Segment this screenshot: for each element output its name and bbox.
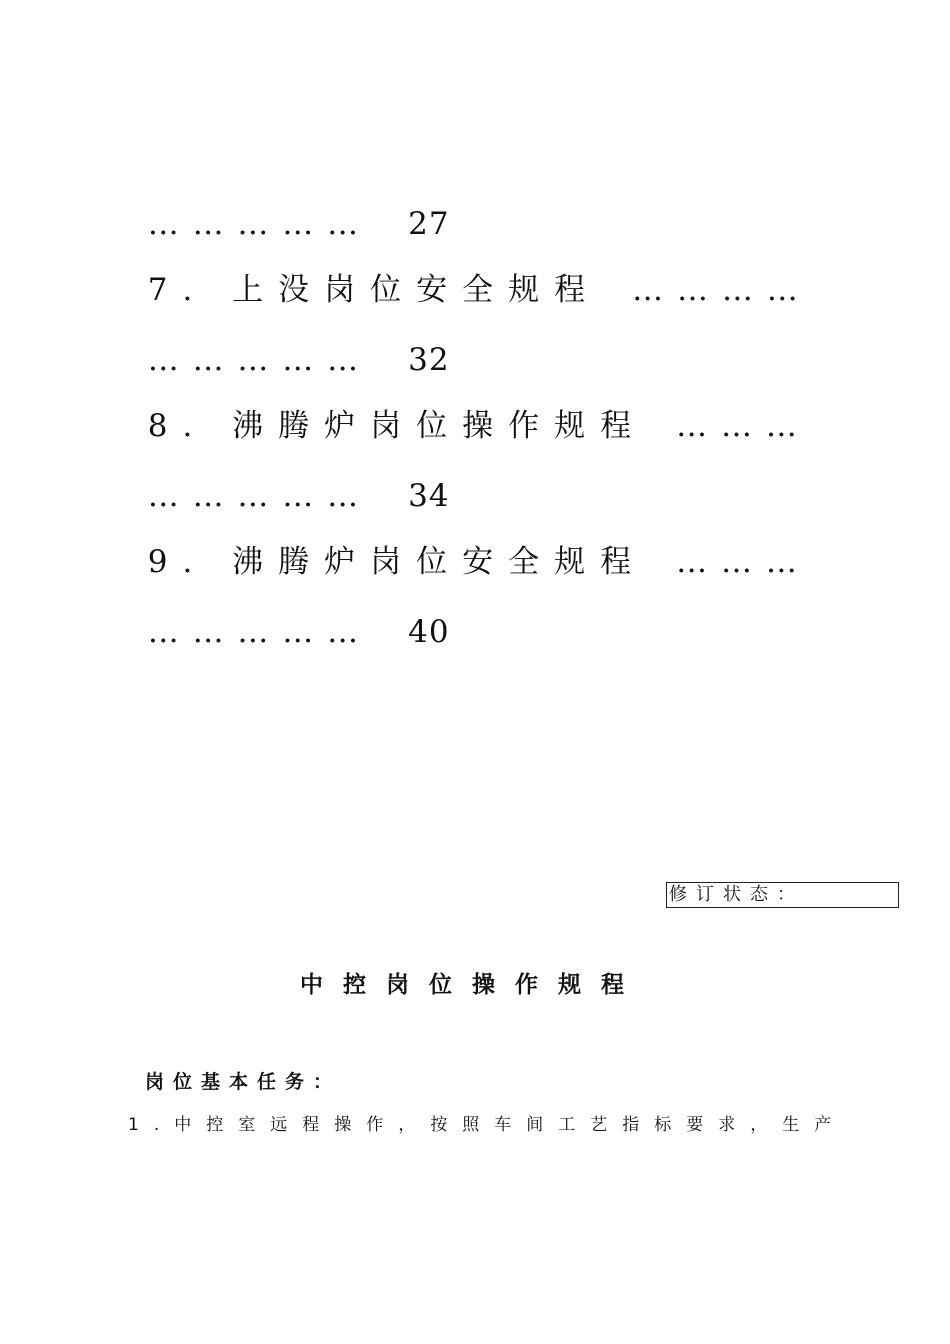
toc-continuation-line (128, 178, 450, 240)
toc-page-number: 27 (408, 206, 450, 242)
toc-entry-title: 8. 沸腾炉岗位操作规程 (147, 408, 647, 444)
toc-leader-dots: … … … (676, 544, 799, 580)
toc-leader-dots: … … … (676, 408, 799, 444)
toc-entry-line (128, 516, 799, 578)
toc-leader-dots: … … … … … (147, 342, 361, 378)
toc-entry-title: 7. 上没岗位安全规程 (147, 272, 601, 308)
revision-status-box: 修订状态： (666, 882, 899, 908)
toc-leader-dots: … … … … … (147, 206, 361, 242)
toc-continuation-line (128, 314, 450, 376)
toc-page-number: 32 (408, 342, 450, 378)
toc-entry-line (128, 244, 800, 306)
toc-entry-line (128, 380, 799, 442)
section-title: 中控岗位操作规程 (300, 972, 644, 998)
toc-page-number: 40 (408, 614, 450, 650)
toc-continuation-line (128, 450, 450, 512)
body-paragraph-line: 1.中控室远程操作，按照车间工艺指标要求，生产 (128, 1115, 847, 1135)
toc-page-number: 34 (408, 478, 450, 514)
toc-leader-dots: … … … … (632, 272, 800, 308)
toc-entry-title: 9. 沸腾炉岗位安全规程 (147, 544, 647, 580)
toc-leader-dots: … … … … … (147, 614, 361, 650)
toc-leader-dots: … … … … … (147, 478, 361, 514)
toc-continuation-line (128, 586, 450, 648)
subheading-basic-tasks: 岗位基本任务： (145, 1071, 342, 1093)
